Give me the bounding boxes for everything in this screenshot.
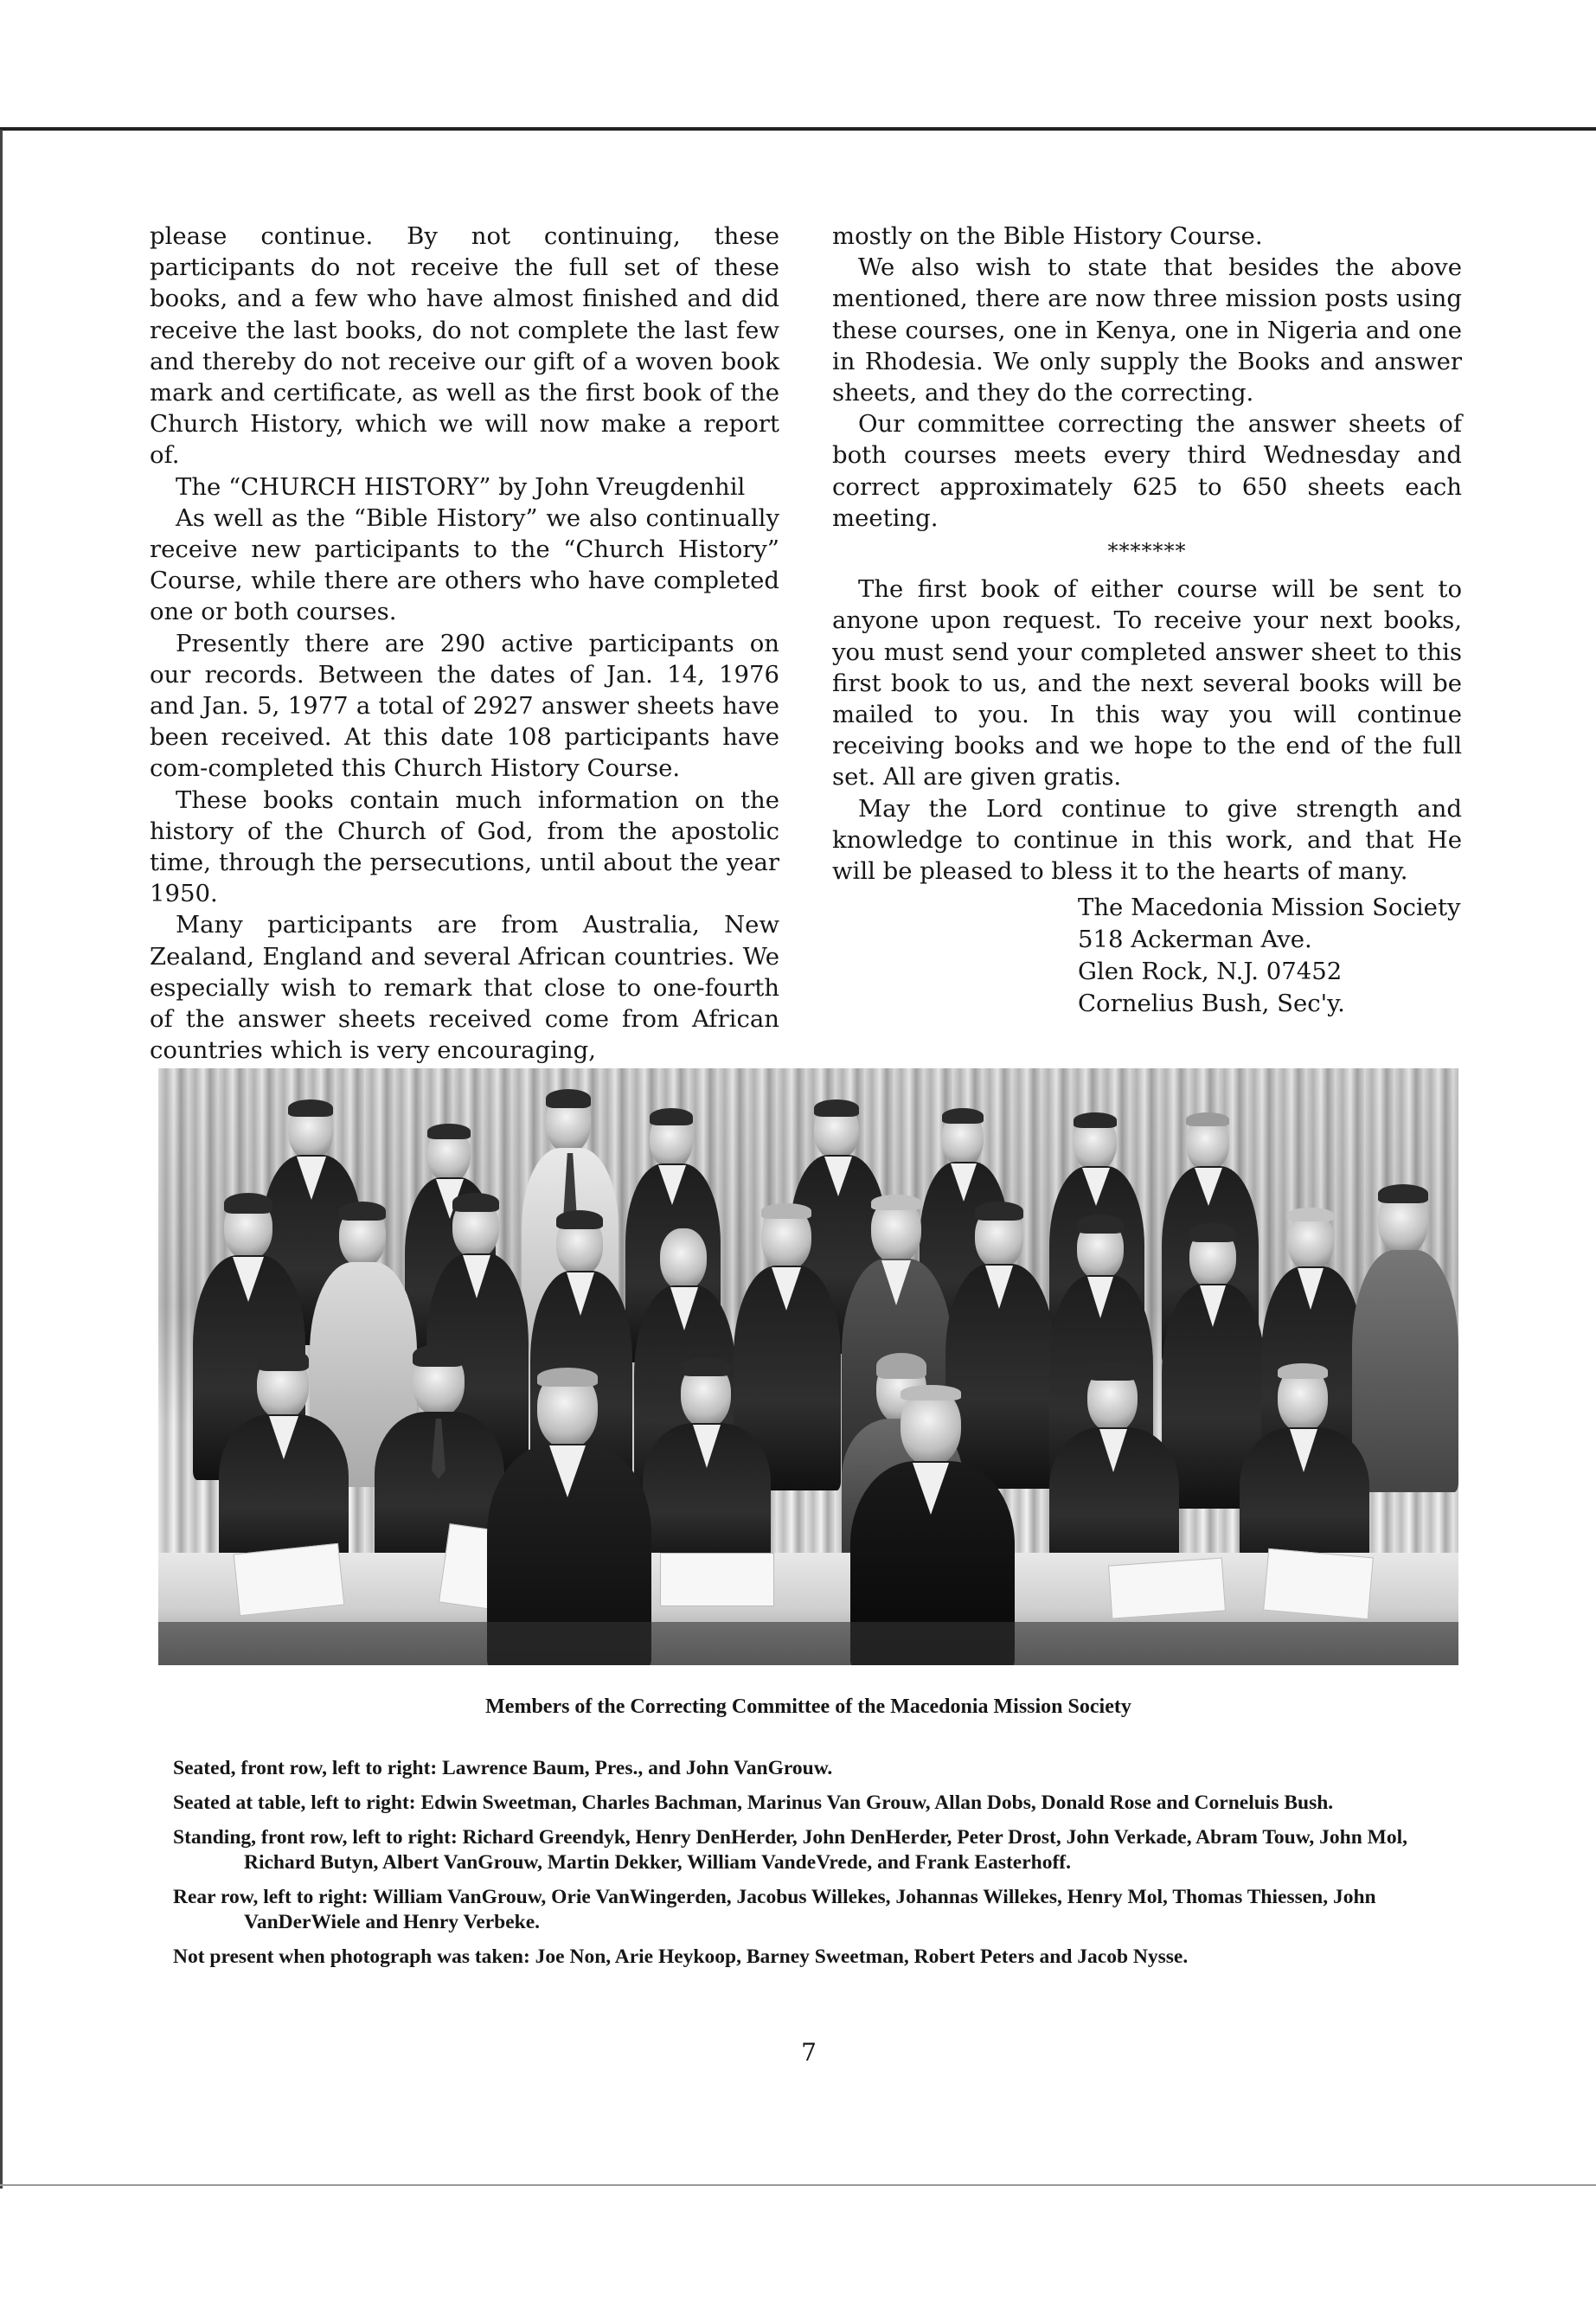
signature-name: Cornelius Bush, Sec'y. — [1078, 990, 1345, 1018]
signature-city: Glen Rock, N.J. 07452 — [1078, 958, 1343, 986]
paragraph: These books contain much information on the history of the Church of God, from the apostolic time, through the persecutions, until about the year 1950. — [150, 785, 779, 908]
paragraph: As well as the “Bible History” we also continually receive new participants to the “Church History” Course, while there are others who have completed one or both courses. — [150, 503, 779, 626]
page-number: 7 — [801, 2038, 817, 2067]
paragraph: The first book of either course will be sent to anyone upon request. To receive your next books, you must send your completed answer sheet to this first book to us, and the next several books will be mailed to you. In this way you will continue receiving books and we hope to the end of the full set. All are given gratis. — [832, 575, 1462, 792]
section-heading: The “CHURCH HISTORY” by John Vreugdenhil — [176, 472, 746, 501]
caption-row: Seated at table, left to right: Edwin Sweetman, Charles Bachman, Marinus Van Grouw, Allan Dobs, Donald Rose and Corneluis Bush. — [173, 1791, 1334, 1814]
floor-shadow — [158, 1622, 1458, 1665]
answer-sheet — [660, 1553, 774, 1606]
caption-row: Not present when photograph was taken: Joe Non, Arie Heykoop, Barney Sweetman, Robert Peters and Jacob Nysse. — [173, 1945, 1189, 1968]
photo-caption-list — [173, 1756, 1436, 1979]
bottom-border-rule — [0, 2184, 1596, 2186]
answer-sheet — [234, 1543, 345, 1616]
paragraph: please continue. By not continuing, these participants do not receive the full set of these books, and a few who have almost finished and did receive the last books, do not complete the last few and thereby do not receive our gift of a woven book mark and certificate, as well as the first book of the Church History, which we will now make a report of. — [150, 222, 779, 470]
right-column — [832, 221, 1462, 1020]
signature-block — [1078, 892, 1462, 1020]
top-border-rule — [0, 127, 1596, 131]
answer-sheet — [1108, 1557, 1226, 1618]
group-photograph — [158, 1068, 1458, 1665]
separator: ******* — [1107, 539, 1187, 564]
caption-row: Standing, front row, left to right: Richard Greendyk, Henry DenHerder, John DenHerder, Peter Drost, John Verkade, Abram Touw, John Mol, Richard Butyn, Albert VanGrouw, Martin Dekker, William VandeVrede, and Frank Easterhoff. — [173, 1826, 1408, 1874]
signature-org: The Macedonia Mission Society — [1078, 894, 1461, 922]
paragraph: mostly on the Bible History Course. — [832, 222, 1263, 250]
caption-row: Seated, front row, left to right: Lawrence Baum, Pres., and John VanGrouw. — [173, 1757, 833, 1779]
paragraph: May the Lord continue to give strength and knowledge to continue in this work, and that He will be pleased to bless it to the hearts of many. — [832, 794, 1462, 886]
answer-sheet — [1263, 1548, 1374, 1619]
paragraph: Many participants are from Australia, New Zealand, England and several African countries. We especially wish to remark that close to one-fourth of the answer sheets received come from African countries which is very encouraging, — [150, 911, 779, 1065]
left-column — [150, 221, 779, 1066]
paragraph: Our committee correcting the answer sheets of both courses meets every third Wednesday and correct approximately 625 to 650 sheets each meeting. — [832, 410, 1462, 532]
photo-caption-title: Members of the Correcting Committee of the Macedonia Mission Society — [485, 1695, 1131, 1718]
paragraph: Presently there are 290 active participants on our records. Between the dates of Jan. 14, 1976 and Jan. 5, 1977 a total of 2927 answer sheets have been received. At this date 108 participants have com-completed this Church History Course. — [150, 629, 779, 783]
caption-row: Rear row, left to right: William VanGrouw, Orie VanWingerden, Jacobus Willekes, Johannas Willekes, Henry Mol, Thomas Thiessen, John VanDerWiele and Henry Verbeke. — [173, 1886, 1376, 1933]
paragraph: We also wish to state that besides the above mentioned, there are now three mission posts using these courses, one in Kenya, one in Nigeria and one in Rhodesia. We only supply the Books and answer sheets, and they do the correcting. — [832, 253, 1462, 407]
signature-street: 518 Ackerman Ave. — [1078, 926, 1312, 954]
page-edge — [0, 130, 3, 2189]
